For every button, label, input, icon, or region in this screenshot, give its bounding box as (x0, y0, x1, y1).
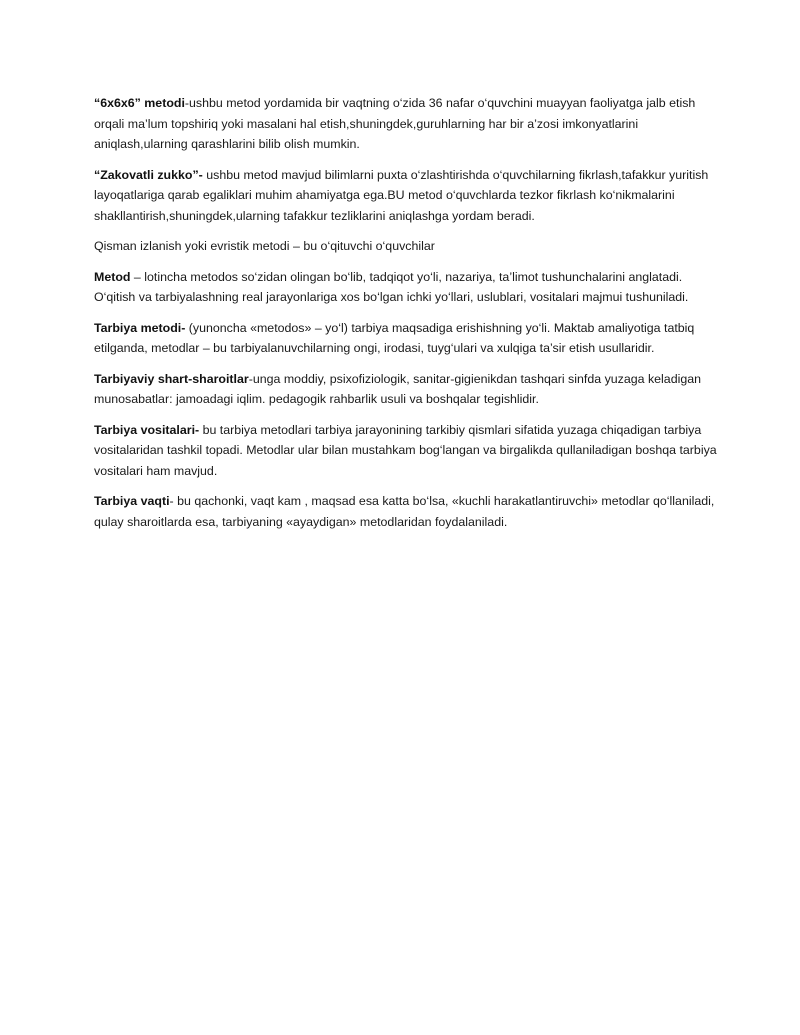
paragraph-tarbiya-metodi (94, 318, 718, 359)
paragraph-text: Qisman izlanish yoki evristik metodi – bu o‘qituvchi o‘quvchilar (94, 239, 435, 253)
paragraph-text: -unga moddiy, psixofiziologik, sanitar-gigienikdan tashqari sinfda yuzaga keladigan munosabatlar: jamoadagi iqlim. pedagogik rahbarlik usuli va boshqalar tegishlidir. (94, 371, 702, 406)
term-tarbiyaviy-shart-sharoitlar: Tarbiyaviy shart-sharoitlar (94, 371, 249, 386)
term-zakovatli-zukko: “Zakovatli zukko”- (94, 167, 203, 182)
term-tarbiya-metodi: Tarbiya metodi- (94, 320, 186, 335)
paragraph-text: – lotincha metodos so‘zidan olingan bo‘lib, tadqiqot yo‘li, nazariya, ta’limot tushunchalarini anglatadi. O‘qitish va tarbiyalashning real jarayonlariga xos bo‘lgan ichki yo‘llari, uslublari, vositalari majmui tushuniladi. (94, 269, 689, 304)
paragraph-qisman-izlanish (94, 236, 718, 257)
paragraph-text: (yunoncha «metodos» – yo‘l) tarbiya maqsadiga erishishning yo‘li. Maktab amaliyotiga tatbiq etilganda, metodlar – bu tarbiyalanuvchilarning ongi, irodasi, tuyg‘ulari va xulqiga ta’sir etish usullaridir. (94, 320, 695, 355)
paragraph-tarbiya-vaqti (94, 491, 718, 532)
term-metod: Metod (94, 269, 131, 284)
paragraph-tarbiya-vositalari (94, 420, 718, 482)
paragraph-zakovatli-zukko (94, 165, 718, 227)
paragraph-tarbiyaviy-shart-sharoitlar (94, 369, 718, 410)
paragraph-6x6x6 (94, 93, 718, 155)
paragraph-text: ushbu metod mavjud bilimlarni puxta o‘zlashtirishda o‘quvchilarning fikrlash,tafakkur yuritish layoqatlariga qarab egaliklari muhim ahamiyatga ega.BU metod o‘quvchlarda tezkor fikrlash ko‘nikmalarini shakllantirish,shuningdek,ularning tafakkur tezliklarini aniqlashga yordam beradi. (94, 167, 709, 223)
term-tarbiya-vaqti: Tarbiya vaqti (94, 494, 170, 508)
term-tarbiya-vositalari: Tarbiya vositalari- (94, 422, 200, 437)
term-6x6x6: “6x6x6” metodi (94, 96, 185, 110)
paragraph-text: -ushbu metod yordamida bir vaqtning o‘zida 36 nafar o‘quvchini muayyan faoliyatga jalb etish orqali ma’lum topshiriq yoki masalani hal etish,shuningdek,guruhlarning har bir a’zosi imkonyatlarini aniqlash,ularning qarashlarini bilib olish mumkin. (94, 96, 696, 151)
paragraph-text: bu tarbiya metodlari tarbiya jarayonining tarkibiy qismlari sifatida yuzaga chiqadigan tarbiya vositalaridan tashkil topadi. Metodlar ular bilan mustahkam bog‘langan va birgalikda qullaniladigan boshqa tarbiya vositalari ham mavjud. (94, 422, 717, 478)
paragraph-text: - bu qachonki, vaqt kam , maqsad esa katta bo‘lsa, «kuchli harakatlantiruvchi» metodlar qo‘llaniladi, qulay sharoitlarda esa, tarbiyaning «ayaydigan» metodlaridan foydalaniladi. (94, 494, 715, 529)
document-body (94, 93, 718, 542)
paragraph-metod (94, 267, 718, 308)
